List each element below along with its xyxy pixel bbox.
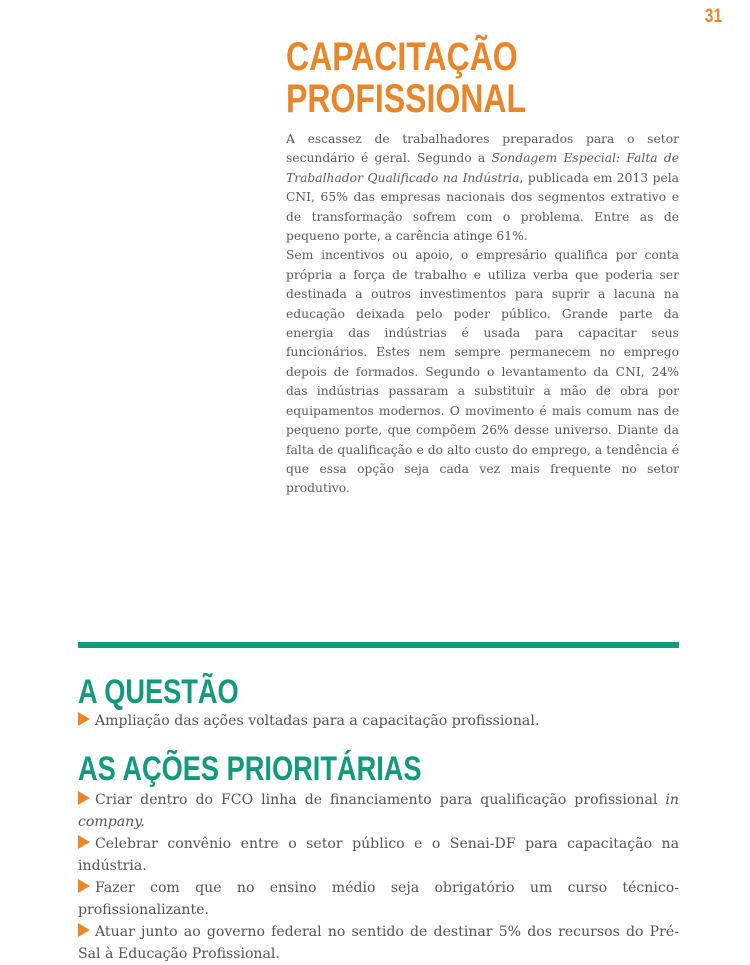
list-item — [78, 789, 679, 833]
title-line-1: CAPACITAÇÃO — [286, 35, 518, 79]
acoes-heading: AS AÇÕES PRIORITÁRIAS — [78, 750, 422, 788]
arrow-bullet-icon — [78, 835, 90, 849]
paragraph-1 — [286, 130, 679, 246]
arrow-bullet-icon — [78, 879, 90, 893]
page-number: 31 — [704, 6, 722, 27]
list-item — [78, 833, 679, 877]
list-item-text: Ampliação das ações voltadas para a capacitação profissional. — [95, 713, 540, 729]
arrow-bullet-icon — [78, 712, 90, 726]
title-line-2: PROFISSIONAL — [286, 77, 527, 121]
list-item-text: Celebrar convênio entre o setor público e o Senai-DF para capacitação na indústria. — [78, 836, 679, 874]
questao-list — [78, 710, 679, 732]
list-item-text: Atuar junto ao governo federal no sentido de destinar 5% dos recursos do Pré-Sal à Educação Profissional. — [78, 924, 679, 962]
paragraph-1-end: , publicada em 2013 pela CNI, 65% das empresas nacionais dos segmentos extrativo e de transformação sofrem com o problema. Entre as de pequeno porte, a carência atinge 61%. — [286, 170, 679, 244]
list-item — [78, 710, 679, 732]
questao-heading: A QUESTÃO — [78, 673, 239, 711]
list-item — [78, 921, 679, 965]
list-item — [78, 877, 679, 921]
body-text — [286, 130, 679, 499]
paragraph-2: Sem incentivos ou apoio, o empresário qualifica por conta própria a força de trabalho e utiliza verba que poderia ser destinada a outros investimentos para suprir a lacuna na educação deixada pelo poder público. Grande parte da energia das indústrias é usada para capacitar seus funcionários. Estes nem sempre permanecem no emprego depois de formados. Segundo o levantamento da CNI, 24% das indústrias passaram a substituir a mão de obra por equipamentos modernos. O movimento é mais comum nas de pequeno porte, que compõem 26% desse universo. Diante da falta de qualificação e do alto custo do emprego, a tendência é que essa opção seja cada vez mais frequente no setor produtivo. — [286, 248, 679, 496]
acoes-list — [78, 789, 679, 965]
list-item-emphasis: in company. — [78, 792, 679, 830]
survey-title: Sondagem Especial: Falta de Trabalhador Qualificado na Indústria — [286, 151, 679, 185]
page-title — [286, 36, 526, 120]
section-divider — [78, 642, 679, 648]
arrow-bullet-icon — [78, 791, 90, 805]
arrow-bullet-icon — [78, 923, 90, 937]
list-item-text: Criar dentro do FCO linha de financiamento para qualificação profissional — [95, 792, 666, 808]
list-item-text: Fazer com que no ensino médio seja obrigatório um curso técnico-profissionalizante. — [78, 880, 679, 918]
paragraph-1-start: A escassez de trabalhadores preparados para o setor secundário é geral. Segundo a — [286, 132, 679, 166]
